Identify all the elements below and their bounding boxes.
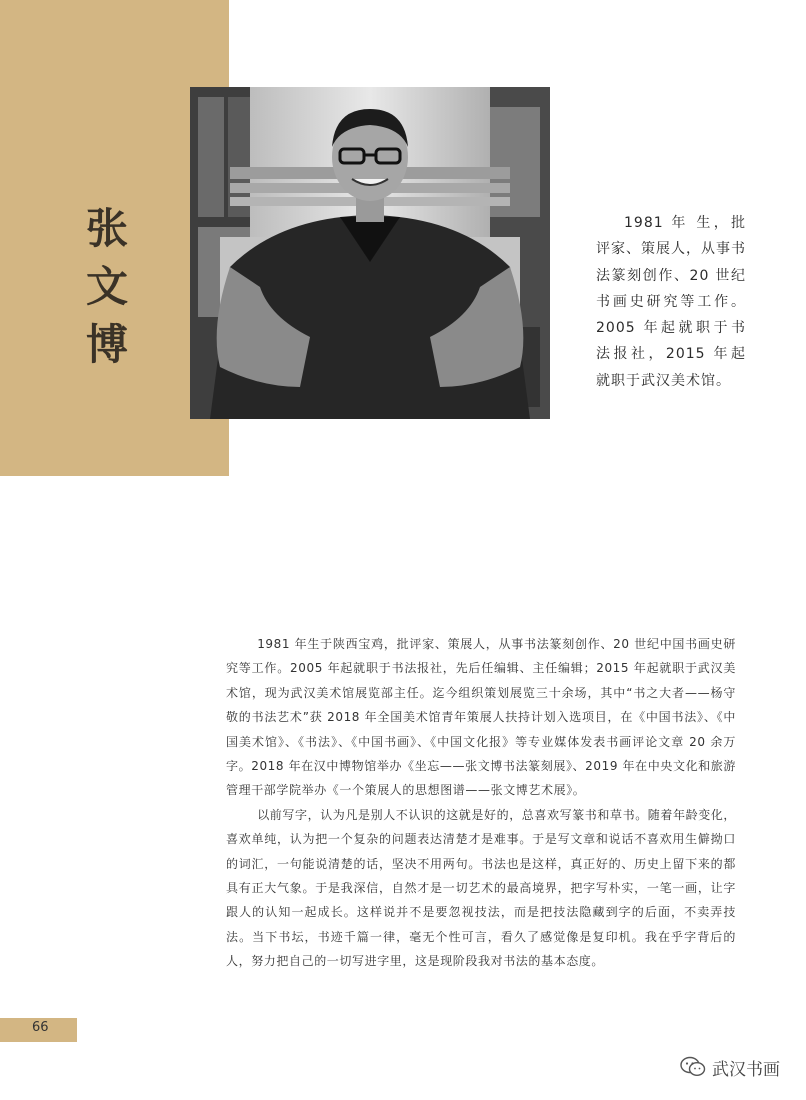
article-paragraph: 1981 年生于陕西宝鸡，批评家、策展人，从事书法篆刻创作、20 世纪中国书画史研究等工作。2005 年起就职于书法报社，先后任编辑、主任编辑；2015 年起就职于武汉美术馆，现为武汉美术馆展览部主任。迄今组织策划展览三十余场，其中“书之大者——杨守敬的书法艺术”获 2018 年全国美术馆青年策展人扶持计划入选项目，在《中国书法》、《中国美术馆》、《书法》、《中国书画》、《中国文化报》等专业媒体发表书画评论文章 20 余万字。2018 年在汉中博物馆举办《坐忘——张文博书法篆刻展》、2019 年在中央文化和旅游管理干部学院举办《一个策展人的思想图谱——张文博艺术展》。 xyxy=(226,637,736,798)
portrait-photo xyxy=(190,87,550,419)
article-paragraph: 以前写字，认为凡是别人不认识的这就是好的，总喜欢写篆书和草书。随着年龄变化，喜欢单纯，认为把一个复杂的问题表达清楚才是难事。于是写文章和说话不喜欢用生僻拗口的词汇，一句能说清楚的话，坚决不用两句。书法也是这样，真正好的、历史上留下来的都具有正大气象。于是我深信，自然才是一切艺术的最高境界，把字写朴实，一笔一画，让字跟人的认知一起成长。这样说并不是要忽视技法，而是把技法隐藏到字的后面，不卖弄技法。当下书坛，书迹千篇一律，毫无个性可言，看久了感觉像是复印机。我在乎字背后的人，努力把自己的一切写进字里，这是现阶段我对书法的基本态度。 xyxy=(226,807,736,969)
page-number: 66 xyxy=(32,1020,49,1035)
short-bio xyxy=(596,210,746,394)
portrait-illustration xyxy=(190,87,550,419)
name-char: 张 xyxy=(85,204,130,253)
article-body xyxy=(226,632,736,974)
name-char: 文 xyxy=(85,262,130,311)
wechat-icon xyxy=(680,1056,706,1078)
page-number-tab xyxy=(0,1018,77,1042)
watermark xyxy=(680,1054,780,1080)
watermark-text: 武汉书画 xyxy=(712,1059,780,1080)
artist-name xyxy=(82,200,134,374)
name-char: 博 xyxy=(85,320,130,369)
short-bio-text: 1981 年 生，批评家、策展人，从事书法篆刻创作、20 世纪书画史研究等工作。2005 年起就职于书法报社，2015 年起就职于武汉美术馆。 xyxy=(596,215,746,389)
